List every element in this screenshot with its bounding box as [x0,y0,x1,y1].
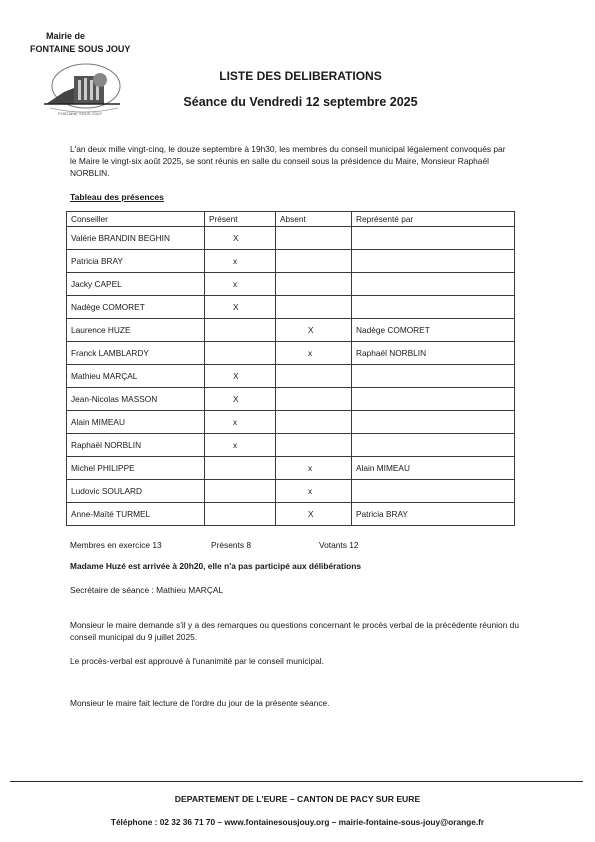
footer-divider [10,781,583,782]
conseiller-name: Patricia BRAY [67,250,205,273]
represented-by: Raphaël NORBLIN [352,342,515,365]
present-mark-value: X [233,371,239,381]
session-subtitle: Séance du Vendredi 12 septembre 2025 [183,95,418,109]
footer-department: DEPARTEMENT DE L'EURE – CANTON DE PACY SUR EURE [174,794,421,804]
intro-paragraph: L'an deux mille vingt-cinq, le douze septembre à 19h30, les membres du conseil municipal légalement convoqués par le Maire le vingt-six août 2025, se sont réunis en salle du conseil sous la présidence du Maire, Monsieur Raphaël NORBLIN. [70,144,506,178]
members-count: Membres en exercice 13 [70,540,162,550]
present-mark [205,457,276,480]
town-name: FONTAINE SOUS JOUY [30,44,131,54]
voters-count: Votants 12 [319,540,359,550]
conseiller-name: Alain MIMEAU [67,411,205,434]
absent-mark [276,434,352,457]
absent-mark [276,296,352,319]
present-mark-value: x [233,440,238,450]
conseiller-name: Anne-Maïté TURMEL [67,503,205,526]
present-mark [205,480,276,503]
present-mark [205,273,276,296]
conseiller-name: Laurence HUZE [67,319,205,342]
conseiller-name: Franck LAMBLARDY [67,342,205,365]
represented-by [352,250,515,273]
presence-heading: Tableau des présences [70,192,164,202]
absent-mark-value: X [308,509,314,519]
present-mark-value: x [233,417,238,427]
arrival-note: Madame Huzé est arrivée à 20h20, elle n'a pas participé aux délibérations [70,561,362,571]
present-mark-value: X [233,302,239,312]
present-mark-value: X [233,394,239,404]
absent-mark [276,457,352,480]
table-row [67,503,515,526]
column-header-represente: Représenté par [352,212,515,227]
table-row [67,434,515,457]
presence-table [66,211,515,526]
present-mark [205,319,276,342]
present-mark [205,434,276,457]
approval-line: Le procès-verbal est approuvé à l'unanimité par le conseil municipal. [70,656,324,666]
present-mark [205,296,276,319]
represented-by: Nadège COMORET [352,319,515,342]
table-row [67,457,515,480]
represented-by [352,434,515,457]
present-mark-value: x [233,279,238,289]
table-row [67,319,515,342]
table-row [67,250,515,273]
conseiller-name: Raphaël NORBLIN [67,434,205,457]
represented-by [352,296,515,319]
conseiller-name: Ludovic SOULARD [67,480,205,503]
table-row [67,480,515,503]
represented-by [352,480,515,503]
absent-mark [276,250,352,273]
absent-mark [276,480,352,503]
represented-by [352,411,515,434]
present-mark [205,227,276,250]
represented-by [352,273,515,296]
footer-contact: Téléphone : 02 32 36 71 70 – www.fontainesousjouy.org – mairie-fontaine-sous-jouy@orange.fr [110,817,485,827]
represented-by [352,227,515,250]
conseiller-name: Nadège COMORET [67,296,205,319]
table-header-row [67,212,515,227]
document-title: LISTE DES DELIBERATIONS [219,69,382,83]
present-mark [205,388,276,411]
absent-mark [276,411,352,434]
absent-mark [276,227,352,250]
present-mark [205,503,276,526]
represented-by: Patricia BRAY [352,503,515,526]
absent-mark [276,319,352,342]
table-row [67,273,515,296]
table-row [67,411,515,434]
absent-mark-value: x [308,463,313,473]
present-mark-value: x [233,256,238,266]
present-mark-value: X [233,233,239,243]
logo-caption: FONTAINE SOUS JOUY [58,111,103,116]
represented-by: Alain MIMEAU [352,457,515,480]
conseiller-name: Jean-Nicolas MASSON [67,388,205,411]
absent-mark [276,388,352,411]
table-row [67,365,515,388]
column-header-absent: Absent [276,212,352,227]
absent-mark [276,365,352,388]
table-row [67,388,515,411]
represented-by [352,365,515,388]
absent-mark-value: x [308,348,313,358]
table-row [67,342,515,365]
present-mark [205,365,276,388]
conseiller-name: Valérie BRANDIN BEGHIN [67,227,205,250]
absent-mark [276,503,352,526]
table-row [67,296,515,319]
agenda-line: Monsieur le maire fait lecture de l'ordre du jour de la présente séance. [70,698,330,708]
table-row [67,227,515,250]
present-mark [205,250,276,273]
remarks-paragraph: Monsieur le maire demande s'il y a des remarques ou questions concernant le procès verbal de la précédente réunion du conseil municipal du 9 juillet 2025. [70,620,519,642]
absent-mark-value: x [308,486,313,496]
absent-mark [276,273,352,296]
column-header-present: Présent [205,212,276,227]
conseiller-name: Michel PHILIPPE [67,457,205,480]
conseiller-name: Jacky CAPEL [67,273,205,296]
secretary-line: Secrétaire de séance : Mathieu MARÇAL [70,585,224,595]
column-header-conseiller: Conseiller [67,212,205,227]
absent-mark [276,342,352,365]
present-count: Présents 8 [211,540,252,550]
present-mark [205,411,276,434]
represented-by [352,388,515,411]
absent-mark-value: X [308,325,314,335]
present-mark [205,342,276,365]
mairie-label: Mairie de [46,31,86,41]
conseiller-name: Mathieu MARÇAL [67,365,205,388]
